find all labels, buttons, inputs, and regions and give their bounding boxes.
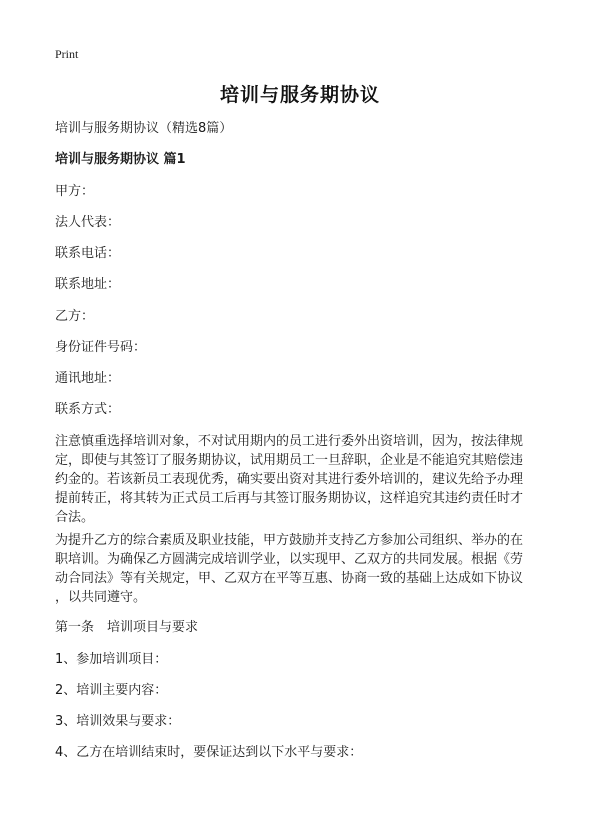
field-phone: 联系电话： — [55, 246, 121, 261]
field-address: 联系地址： — [55, 277, 121, 292]
list-item: 3、培训效果与要求： — [55, 714, 181, 729]
paragraph-purpose — [55, 531, 545, 607]
paragraph-line: 合法。 — [55, 510, 95, 525]
field-mail-address: 通讯地址： — [55, 371, 121, 386]
list-item: 4、乙方在培训结束时，要保证达到以下水平与要求： — [55, 745, 363, 760]
print-label: Print — [55, 47, 79, 61]
paragraph-line: 注意慎重选择培训对象，不对试用期内的员工进行委外出资培训，因为，按法律规 — [55, 434, 524, 449]
section-heading: 培训与服务期协议 篇1 — [55, 152, 186, 167]
paragraph-line: 提前转正，将其转为正式员工后再与其签订服务期协议，这样追究其违约责任时才 — [55, 491, 524, 506]
paragraph-training-note — [55, 432, 545, 527]
document-title: 培训与服务期协议 — [219, 84, 380, 106]
list-item: 1、参加培训项目： — [55, 652, 168, 667]
field-contact: 联系方式： — [55, 402, 121, 417]
paragraph-line: 动合同法》等有关规定，甲、乙双方在平等互惠、协商一致的基础上达成如下协议 — [55, 571, 524, 586]
paragraph-line: 定，即使与其签订了服务期协议，试用期员工一旦辞职，企业是不能追究其赔偿违 — [55, 453, 524, 468]
paragraph-line: ，以共同遵守。 — [55, 590, 147, 605]
field-legal-rep: 法人代表： — [55, 215, 121, 230]
field-party-a: 甲方： — [55, 184, 95, 199]
list-item: 2、培训主要内容： — [55, 683, 168, 698]
article-1-title: 第一条 培训项目与要求 — [55, 620, 199, 635]
paragraph-line: 职培训。为确保乙方圆满完成培训学业，以实现甲、乙双方的共同发展。根据《劳 — [55, 552, 524, 567]
paragraph-line: 约金的。若该新员工表现优秀，确实要出资对其进行委外培训的，建议先给予办理 — [55, 472, 524, 487]
document-subtitle: 培训与服务期协议（精选8篇） — [55, 121, 233, 136]
field-id-number: 身份证件号码： — [55, 340, 147, 355]
paragraph-line: 为提升乙方的综合素质及职业技能，甲方鼓励并支持乙方参加公司组织、举办的在 — [55, 533, 524, 548]
field-party-b: 乙方： — [55, 309, 95, 324]
